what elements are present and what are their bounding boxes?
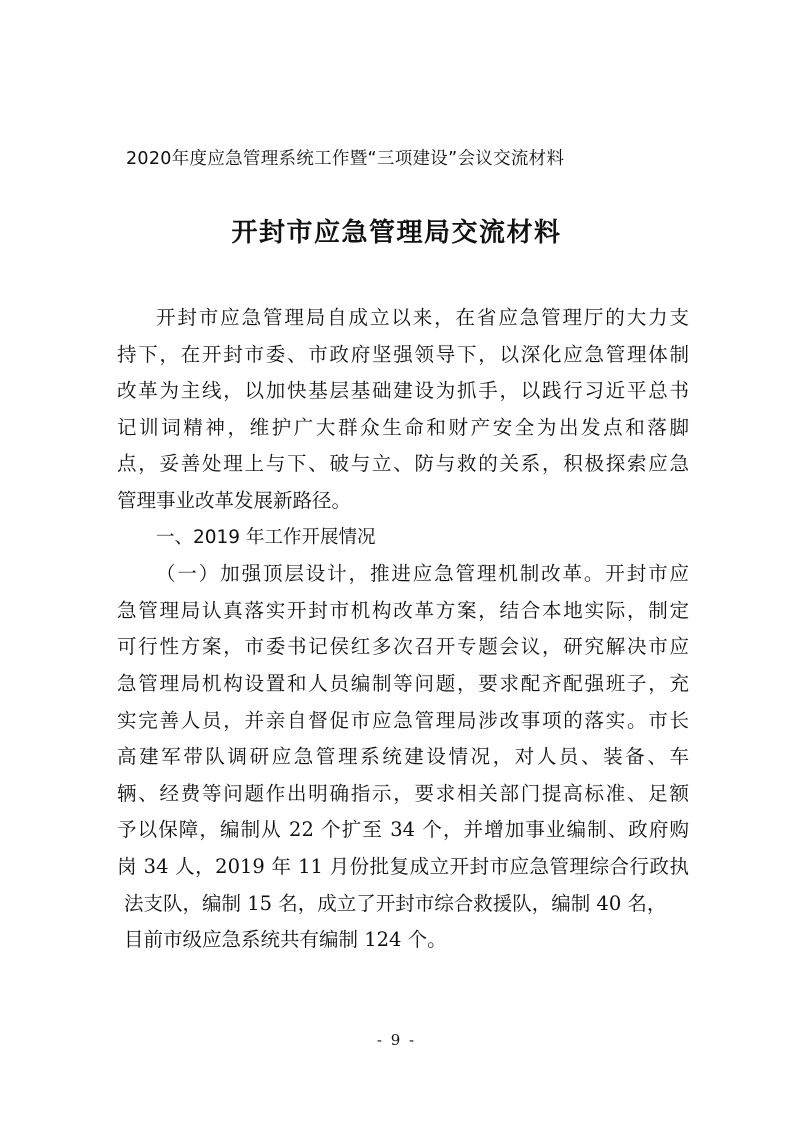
document-header-line: 2020年度应急管理系统工作暨“三项建设”会议交流材料 <box>126 149 565 169</box>
section-paragraph-line: 辆、经费等问题作出明确指示，要求相关部门提高标准、足额 <box>117 781 689 805</box>
section-paragraph-line: 高建军带队调研应急管理系统建设情况，对人员、装备、车 <box>117 745 689 769</box>
section-paragraph-line: 实完善人员，并亲自督促市应急管理局涉改事项的落实。市长 <box>117 708 689 732</box>
intro-paragraph-line: 改革为主线，以加快基层基础建设为抓手，以践行习近平总书 <box>117 379 689 403</box>
section-paragraph-line: （一）加强顶层设计，推进应急管理机制改革。开封市应 <box>156 562 689 586</box>
section-paragraph-line: 目前市级应急系统共有编制 124 个。 <box>124 928 447 952</box>
section-paragraph-line: 急管理局认真落实开封市机构改革方案，结合本地实际，制定 <box>117 598 689 622</box>
section-paragraph-line: 岗 34 人，2019 年 11 月份批复成立开封市应急管理综合行政执 <box>117 854 689 878</box>
section-paragraph-line: 可行性方案，市委书记侯红多次召开专题会议，研究解决市应 <box>117 635 689 659</box>
section-paragraph-line: 法支队，编制 15 名，成立了开封市综合救援队，编制 40 名， <box>124 891 667 915</box>
section-heading: 一、2019 年工作开展情况 <box>156 526 376 548</box>
intro-paragraph-line: 持下，在开封市委、市政府坚强领导下，以深化应急管理体制 <box>117 342 689 366</box>
section-paragraph-line: 予以保障，编制从 22 个扩至 34 个，并增加事业编制、政府购 <box>117 818 689 842</box>
intro-paragraph-line: 管理事业改革发展新路径。 <box>117 488 352 512</box>
intro-paragraph-line: 开封市应急管理局自成立以来，在省应急管理厅的大力支 <box>156 306 689 329</box>
document-body <box>117 300 689 959</box>
page-number: - 9 - <box>376 1031 417 1049</box>
document-title: 开封市应急管理局交流材料 <box>231 218 562 248</box>
section-paragraph-line: 急管理局机构设置和人员编制等问题，要求配齐配强班子，充 <box>117 671 689 695</box>
intro-paragraph-line: 点，妥善处理上与下、破与立、防与救的关系，积极探索应急 <box>117 452 689 476</box>
intro-paragraph-line: 记训词精神，维护广大群众生命和财产安全为出发点和落脚 <box>117 415 689 439</box>
